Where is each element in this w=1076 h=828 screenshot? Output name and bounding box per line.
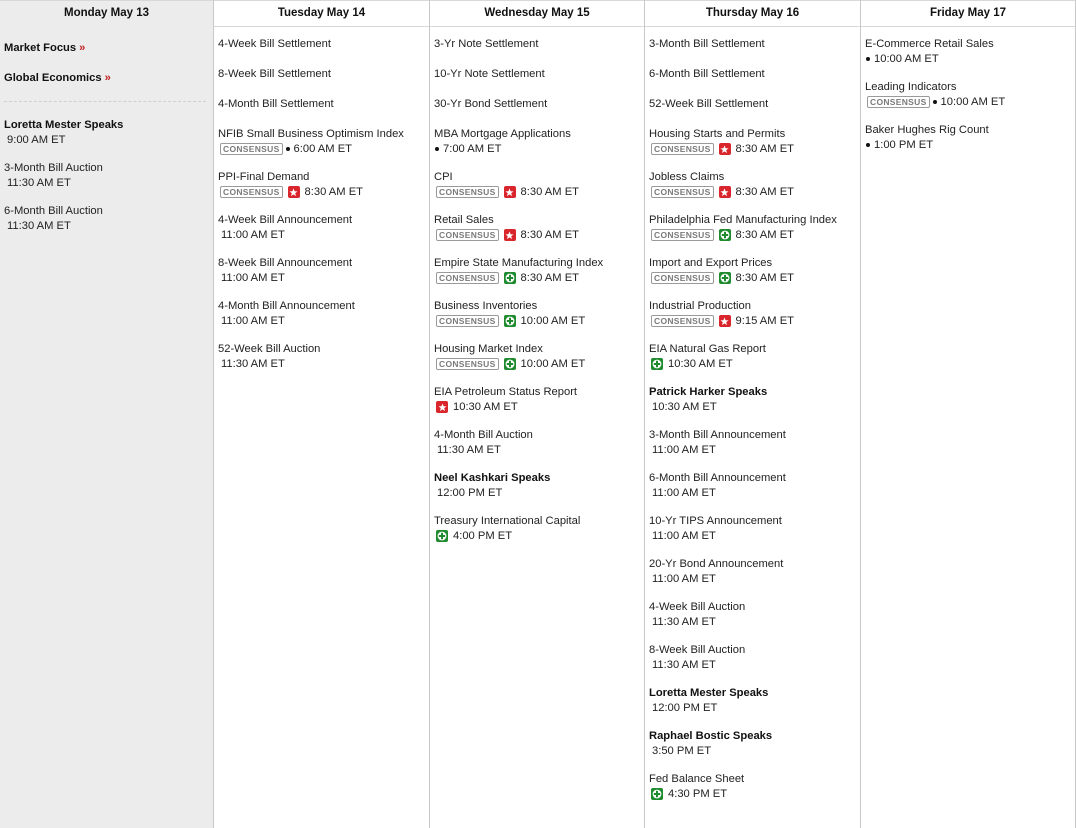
calendar-event[interactable] <box>649 385 857 415</box>
star-icon <box>719 143 731 155</box>
event-time: 10:00 AM ET <box>520 315 586 327</box>
plus-cross-icon <box>651 788 663 800</box>
event-time: 1:00 PM ET <box>874 139 934 151</box>
day-header: Friday May 17 <box>861 0 1075 27</box>
calendar-event[interactable] <box>865 123 1072 153</box>
link-label: Market Focus <box>4 42 77 54</box>
calendar-event[interactable] <box>649 557 857 587</box>
event-list <box>861 27 1075 153</box>
event-time: 12:00 PM ET <box>437 487 503 499</box>
plus-cross-icon <box>504 358 516 370</box>
event-title[interactable]: CPI <box>434 171 453 183</box>
calendar-event[interactable] <box>649 213 857 243</box>
event-time: 8:30 AM ET <box>520 186 579 198</box>
calendar-event[interactable] <box>649 514 857 544</box>
day-column-wednesday-may-15 <box>430 0 645 828</box>
event-meta <box>4 132 210 148</box>
event-title[interactable]: Philadelphia Fed Manufacturing Index <box>649 214 837 226</box>
event-meta <box>434 356 641 372</box>
event-time: 12:00 PM ET <box>652 702 718 714</box>
plus-cross-icon <box>651 358 663 370</box>
event-title[interactable]: 10-Yr Note Settlement <box>434 68 545 80</box>
calendar-event[interactable] <box>865 37 1072 67</box>
calendar-event[interactable] <box>218 67 426 84</box>
event-title[interactable]: Fed Balance Sheet <box>649 773 745 785</box>
event-meta <box>218 184 426 200</box>
event-title[interactable]: 8-Week Bill Settlement <box>218 68 331 80</box>
event-meta <box>649 485 857 501</box>
event-title[interactable]: Import and Export Prices <box>649 257 773 269</box>
event-meta <box>649 571 857 587</box>
calendar-event[interactable] <box>218 127 426 157</box>
event-list <box>214 27 429 372</box>
event-time: 8:30 AM ET <box>735 143 794 155</box>
bullet-dot-icon <box>866 57 870 61</box>
event-time: 11:00 AM ET <box>221 272 285 284</box>
day-column-monday-may-13 <box>0 0 214 828</box>
event-title[interactable]: 30-Yr Bond Settlement <box>434 98 548 110</box>
event-list <box>0 27 213 234</box>
event-time: 10:30 AM ET <box>668 358 733 370</box>
calendar-event[interactable] <box>218 97 426 114</box>
event-meta <box>218 270 426 286</box>
event-meta <box>434 184 641 200</box>
calendar-event[interactable] <box>218 170 426 200</box>
event-time: 11:30 AM ET <box>437 444 501 456</box>
consensus-badge[interactable]: CONSENSUS <box>651 186 714 198</box>
event-title[interactable]: PPI-Final Demand <box>218 171 310 183</box>
calendar-event[interactable] <box>649 256 857 286</box>
star-icon <box>436 401 448 413</box>
event-title[interactable]: Loretta Mester Speaks <box>4 119 124 131</box>
event-meta <box>434 227 641 243</box>
event-time: 8:30 AM ET <box>520 229 579 241</box>
event-time: 10:00 AM ET <box>874 53 939 65</box>
event-time: 8:30 AM ET <box>304 186 363 198</box>
event-meta <box>649 442 857 458</box>
event-time: 10:30 AM ET <box>453 401 518 413</box>
consensus-badge[interactable]: CONSENSUS <box>436 229 499 241</box>
event-title[interactable]: NFIB Small Business Optimism Index <box>218 128 404 140</box>
event-title[interactable]: 3-Yr Note Settlement <box>434 38 539 50</box>
plus-cross-icon <box>719 272 731 284</box>
event-time: 3:50 PM ET <box>652 745 712 757</box>
event-title[interactable]: Treasury International Capital <box>434 515 581 527</box>
event-time: 11:30 AM ET <box>652 616 716 628</box>
event-time: 8:30 AM ET <box>735 229 794 241</box>
event-title[interactable]: 4-Week Bill Announcement <box>218 214 353 226</box>
event-meta <box>218 227 426 243</box>
calendar-event[interactable] <box>865 80 1072 110</box>
event-meta <box>434 485 641 501</box>
event-meta <box>434 141 641 157</box>
star-icon <box>719 315 731 327</box>
link-label: Global Economics <box>4 72 102 84</box>
event-meta <box>649 700 857 716</box>
event-time: 6:00 AM ET <box>293 143 352 155</box>
event-time: 8:30 AM ET <box>520 272 579 284</box>
event-title[interactable]: Business Inventories <box>434 300 538 312</box>
event-time: 11:30 AM ET <box>221 358 285 370</box>
event-title[interactable]: Neel Kashkari Speaks <box>434 472 551 484</box>
calendar-event[interactable] <box>218 213 426 243</box>
chevron-right-icon: » <box>104 72 111 84</box>
calendar-event[interactable] <box>434 213 641 243</box>
event-meta <box>649 657 857 673</box>
calendar-event[interactable] <box>649 127 857 157</box>
plus-cross-icon <box>504 272 516 284</box>
event-meta <box>649 184 857 200</box>
event-title[interactable]: Loretta Mester Speaks <box>649 687 769 699</box>
event-time: 8:30 AM ET <box>735 272 794 284</box>
event-meta <box>649 528 857 544</box>
event-meta <box>434 313 641 329</box>
event-meta <box>218 141 426 157</box>
event-time: 11:00 AM ET <box>652 573 716 585</box>
calendar-event[interactable] <box>218 37 426 54</box>
bullet-dot-icon <box>866 143 870 147</box>
calendar-event[interactable] <box>649 729 857 759</box>
calendar-event[interactable] <box>218 299 426 329</box>
event-time: 7:00 AM ET <box>443 143 502 155</box>
calendar-event[interactable] <box>649 67 857 84</box>
event-meta <box>649 614 857 630</box>
calendar-event[interactable] <box>218 342 426 372</box>
calendar-event[interactable] <box>649 772 857 802</box>
bullet-dot-icon <box>933 100 937 104</box>
event-meta <box>649 399 857 415</box>
event-title[interactable]: 8-Week Bill Auction <box>649 644 746 656</box>
calendar-event[interactable] <box>434 170 641 200</box>
event-title[interactable]: Raphael Bostic Speaks <box>649 730 773 742</box>
calendar-event[interactable] <box>434 385 641 415</box>
event-meta <box>4 175 210 191</box>
event-title[interactable]: 3-Month Bill Auction <box>4 162 103 174</box>
event-time: 10:00 AM ET <box>940 96 1006 108</box>
event-title[interactable]: 52-Week Bill Auction <box>218 343 321 355</box>
day-header: Monday May 13 <box>0 0 213 27</box>
event-time: 11:30 AM ET <box>652 659 716 671</box>
event-title[interactable]: 3-Month Bill Announcement <box>649 429 786 441</box>
event-title[interactable]: 3-Month Bill Settlement <box>649 38 765 50</box>
event-meta <box>434 528 641 544</box>
event-title[interactable]: 6-Month Bill Auction <box>4 205 103 217</box>
event-title[interactable]: 20-Yr Bond Announcement <box>649 558 784 570</box>
consensus-badge[interactable]: CONSENSUS <box>436 186 499 198</box>
calendar-event[interactable] <box>434 342 641 372</box>
event-title[interactable]: 6-Month Bill Settlement <box>649 68 765 80</box>
event-title[interactable]: 4-Week Bill Auction <box>649 601 746 613</box>
event-time: 4:00 PM ET <box>453 530 513 542</box>
event-meta <box>434 442 641 458</box>
event-time: 9:15 AM ET <box>735 315 794 327</box>
plus-cross-icon <box>719 229 731 241</box>
calendar-event[interactable] <box>649 342 857 372</box>
calendar-event[interactable] <box>434 97 641 114</box>
event-meta <box>865 94 1072 110</box>
calendar-event[interactable] <box>434 37 641 54</box>
event-title[interactable]: E-Commerce Retail Sales <box>865 38 994 50</box>
event-meta <box>649 313 857 329</box>
calendar-event[interactable] <box>434 428 641 458</box>
event-title[interactable]: Jobless Claims <box>649 171 725 183</box>
calendar-event[interactable] <box>4 161 210 191</box>
event-title[interactable]: 4-Month Bill Settlement <box>218 98 334 110</box>
bullet-dot-icon <box>435 147 439 151</box>
event-meta <box>649 786 857 802</box>
calendar-event[interactable] <box>649 428 857 458</box>
calendar-event[interactable] <box>649 299 857 329</box>
event-title[interactable]: Baker Hughes Rig Count <box>865 124 989 136</box>
event-title[interactable]: Housing Market Index <box>434 343 543 355</box>
consensus-badge[interactable]: CONSENSUS <box>651 143 714 155</box>
calendar-event[interactable] <box>4 204 210 234</box>
event-time: 10:00 AM ET <box>520 358 586 370</box>
bullet-dot-icon <box>286 147 290 151</box>
consensus-badge[interactable]: CONSENSUS <box>436 272 499 284</box>
calendar-event[interactable] <box>649 600 857 630</box>
plus-cross-icon <box>436 530 448 542</box>
link-market-focus[interactable] <box>4 41 210 55</box>
consensus-badge[interactable]: CONSENSUS <box>436 315 499 327</box>
event-list <box>430 27 644 544</box>
calendar-event[interactable] <box>649 643 857 673</box>
star-icon <box>504 229 516 241</box>
event-title[interactable]: 8-Week Bill Announcement <box>218 257 353 269</box>
event-title[interactable]: Industrial Production <box>649 300 751 312</box>
consensus-badge[interactable]: CONSENSUS <box>436 358 499 370</box>
event-time: 11:00 AM ET <box>221 229 285 241</box>
calendar-event[interactable] <box>434 127 641 157</box>
calendar-event[interactable] <box>649 37 857 54</box>
calendar-event[interactable] <box>434 299 641 329</box>
event-time: 9:00 AM ET <box>7 134 66 146</box>
event-title[interactable]: Housing Starts and Permits <box>649 128 786 140</box>
event-title[interactable]: 4-Month Bill Announcement <box>218 300 355 312</box>
link-global-economics[interactable] <box>4 71 210 85</box>
event-meta <box>649 356 857 372</box>
calendar-event[interactable] <box>649 97 857 114</box>
event-time: 11:30 AM ET <box>7 220 71 232</box>
event-meta <box>434 399 641 415</box>
event-title[interactable]: EIA Natural Gas Report <box>649 343 766 355</box>
star-icon <box>288 186 300 198</box>
event-meta <box>649 227 857 243</box>
event-meta <box>649 270 857 286</box>
calendar-event[interactable] <box>649 686 857 716</box>
focus-links <box>4 37 210 85</box>
consensus-badge[interactable]: CONSENSUS <box>651 315 714 327</box>
event-title[interactable]: Leading Indicators <box>865 81 957 93</box>
event-title[interactable]: Patrick Harker Speaks <box>649 386 768 398</box>
event-meta <box>4 218 210 234</box>
divider <box>4 101 206 102</box>
consensus-badge[interactable]: CONSENSUS <box>220 186 283 198</box>
star-icon <box>719 186 731 198</box>
event-time: 10:30 AM ET <box>652 401 717 413</box>
event-time: 4:30 PM ET <box>668 788 728 800</box>
calendar-event[interactable] <box>649 471 857 501</box>
event-title[interactable]: 6-Month Bill Announcement <box>649 472 786 484</box>
calendar-event[interactable] <box>434 256 641 286</box>
event-title[interactable]: EIA Petroleum Status Report <box>434 386 578 398</box>
event-meta <box>434 270 641 286</box>
event-meta <box>649 743 857 759</box>
day-header: Tuesday May 14 <box>214 0 429 27</box>
day-column-friday-may-17 <box>861 0 1076 828</box>
calendar-event[interactable] <box>434 67 641 84</box>
event-title[interactable]: 52-Week Bill Settlement <box>649 98 769 110</box>
consensus-badge[interactable]: CONSENSUS <box>867 96 930 108</box>
event-title[interactable]: MBA Mortgage Applications <box>434 128 571 140</box>
consensus-badge[interactable]: CONSENSUS <box>220 143 283 155</box>
event-time: 11:30 AM ET <box>7 177 71 189</box>
event-time: 11:00 AM ET <box>652 444 716 456</box>
plus-cross-icon <box>504 315 516 327</box>
event-title[interactable]: Empire State Manufacturing Index <box>434 257 604 269</box>
event-time: 11:00 AM ET <box>652 530 716 542</box>
calendar-event[interactable] <box>434 471 641 501</box>
event-meta <box>218 356 426 372</box>
calendar-event[interactable] <box>218 256 426 286</box>
event-time: 11:00 AM ET <box>221 315 285 327</box>
event-meta <box>865 137 1072 153</box>
event-title[interactable]: 4-Month Bill Auction <box>434 429 533 441</box>
event-title[interactable]: 10-Yr TIPS Announcement <box>649 515 782 527</box>
consensus-badge[interactable]: CONSENSUS <box>651 272 714 284</box>
event-list <box>645 27 860 802</box>
day-column-tuesday-may-14 <box>214 0 430 828</box>
event-time: 11:00 AM ET <box>652 487 716 499</box>
event-time: 8:30 AM ET <box>735 186 794 198</box>
consensus-badge[interactable]: CONSENSUS <box>651 229 714 241</box>
calendar-event[interactable] <box>434 514 641 544</box>
event-meta <box>865 51 1072 67</box>
chevron-right-icon: » <box>79 42 86 54</box>
calendar-event[interactable] <box>4 118 210 148</box>
calendar-event[interactable] <box>649 170 857 200</box>
event-title[interactable]: Retail Sales <box>434 214 494 226</box>
day-header: Thursday May 16 <box>645 0 860 27</box>
event-meta <box>649 141 857 157</box>
event-title[interactable]: 4-Week Bill Settlement <box>218 38 331 50</box>
day-header: Wednesday May 15 <box>430 0 644 27</box>
star-icon <box>504 186 516 198</box>
event-meta <box>218 313 426 329</box>
day-column-thursday-may-16 <box>645 0 861 828</box>
